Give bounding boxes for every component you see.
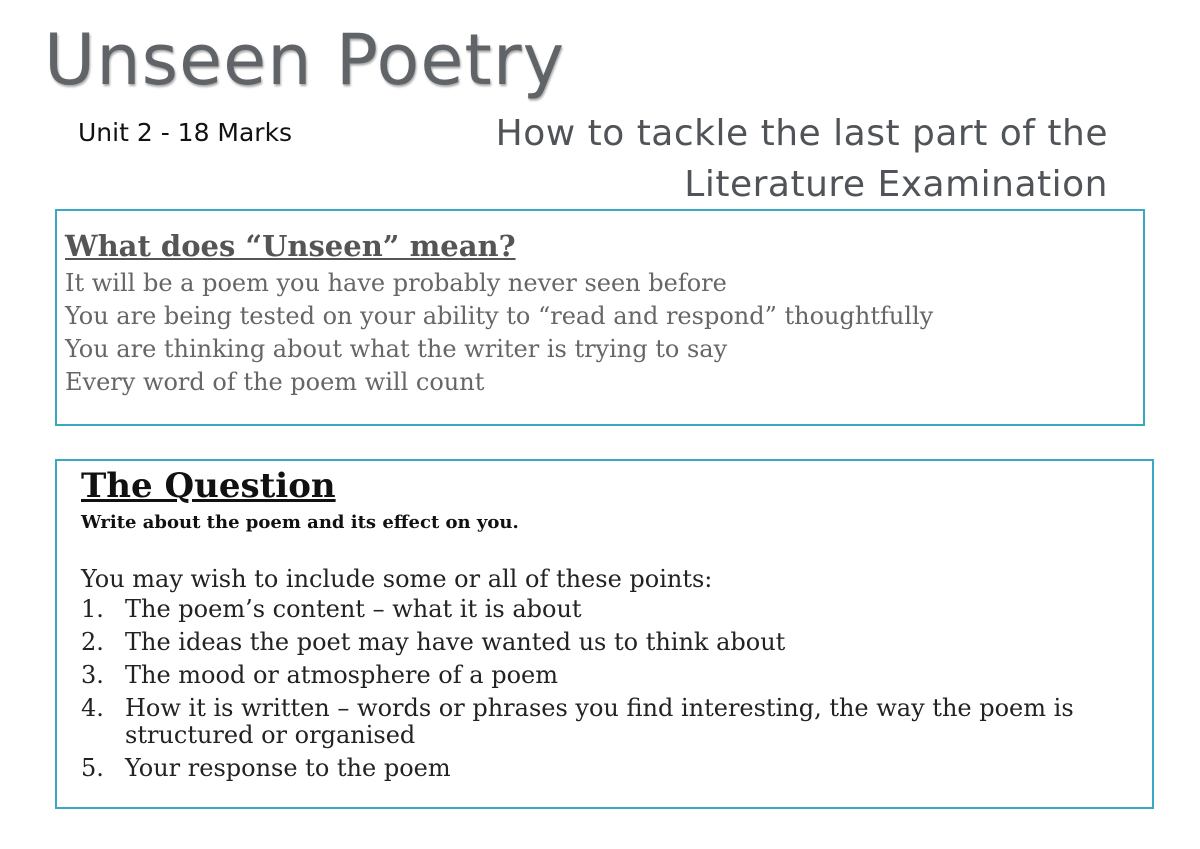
list-item-text: Your response to the poem [125,754,451,783]
points-list [81,596,1128,782]
list-item-text: How it is written – words or phrases you find interesting, the way the poem is structured or organised [125,694,1074,750]
list-item-number: 3. [81,661,104,690]
subtitle-line-2: Literature Examination [684,164,1108,206]
unseen-meaning-box [55,209,1145,426]
list-item [81,755,1128,782]
list-item [81,662,1128,689]
list-item-number: 1. [81,595,104,624]
unseen-meaning-heading: What does “Unseen” mean? [65,229,516,263]
meaning-line: Every word of the poem will count [65,367,485,396]
list-item-text: The mood or atmosphere of a poem [125,661,558,690]
list-item-number: 2. [81,628,104,657]
meaning-line: You are thinking about what the writer is trying to say [65,334,728,363]
subtitle-line-1: How to tackle the last part of the [495,113,1108,154]
meaning-line: You are being tested on your ability to “read and respond” thoughtfully [65,301,934,330]
question-heading: The Question [81,466,336,506]
list-item [81,629,1128,656]
unit-marks-label: Unit 2 - 18 Marks [78,118,293,147]
page-subtitle [348,108,1108,211]
points-intro: You may wish to include some or all of these points: [81,565,713,594]
list-item [81,695,1128,749]
list-item-number: 5. [81,754,104,783]
list-item [81,596,1128,623]
list-item-text: The poem’s content – what it is about [125,595,582,624]
page-title: Unseen Poetry [44,19,566,101]
meaning-line: It will be a poem you have probably never seen before [65,268,727,297]
list-item-text: The ideas the poet may have wanted us to think about [125,628,786,657]
question-text: Write about the poem and its effect on you. [81,512,519,534]
question-box [55,459,1154,809]
list-item-number: 4. [81,694,104,723]
